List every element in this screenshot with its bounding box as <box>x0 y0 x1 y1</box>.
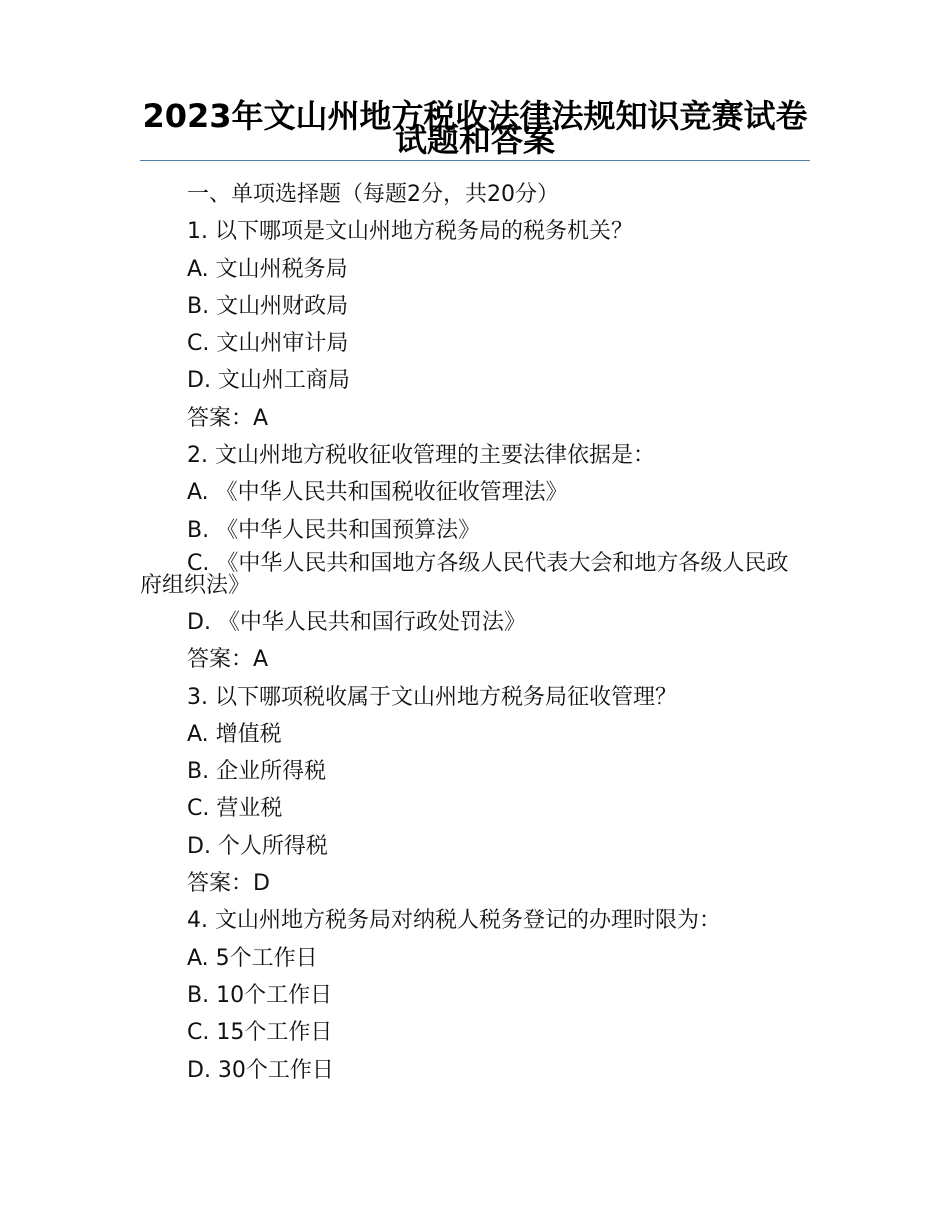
option-3b: B. 企业所得税 <box>187 759 327 785</box>
question-4: 4. 文山州地方税务局对纳税人税务登记的办理时限为： <box>187 908 721 934</box>
document-title: 2023年文山州地方税收法律法规知识竞赛试卷试题和答案 <box>142 97 808 159</box>
option-4a: A. 5个工作日 <box>187 945 318 971</box>
question-1: 1. 以下哪项是文山州地方税务局的税务机关？ <box>187 219 633 245</box>
option-1a: A. 文山州税务局 <box>187 256 348 282</box>
option-3d: D. 个人所得税 <box>187 833 328 859</box>
option-1d: D. 文山州工商局 <box>187 368 350 394</box>
option-4c: C. 15个工作日 <box>187 1020 333 1046</box>
answer-1: 答案：A <box>187 405 269 431</box>
option-1c: C. 文山州审计局 <box>187 331 349 357</box>
option-2d: D. 《中华人民共和国行政处罚法》 <box>187 609 526 635</box>
option-2c: C. 《中华人民共和国地方各级人民代表大会和地方各级人民政府组织法》 <box>140 550 789 598</box>
option-2b: B. 《中华人民共和国预算法》 <box>187 517 481 543</box>
question-2: 2. 文山州地方税收征收管理的主要法律依据是： <box>187 443 655 469</box>
answer-3: 答案：D <box>187 871 270 897</box>
question-3: 3. 以下哪项税收属于文山州地方税务局征收管理？ <box>187 684 677 710</box>
option-4b: B. 10个工作日 <box>187 982 333 1008</box>
title-underline <box>140 160 810 161</box>
option-3a: A. 增值税 <box>187 721 282 747</box>
option-4d: D. 30个工作日 <box>187 1057 334 1083</box>
option-3c: C. 营业税 <box>187 796 283 822</box>
section-heading: 一、单项选择题（每题2分，共20分） <box>187 182 559 207</box>
answer-2: 答案：A <box>187 647 269 673</box>
option-2a: A. 《中华人民共和国税收征收管理法》 <box>187 480 568 506</box>
option-1b: B. 文山州财政局 <box>187 293 349 319</box>
document-body <box>140 176 800 1089</box>
